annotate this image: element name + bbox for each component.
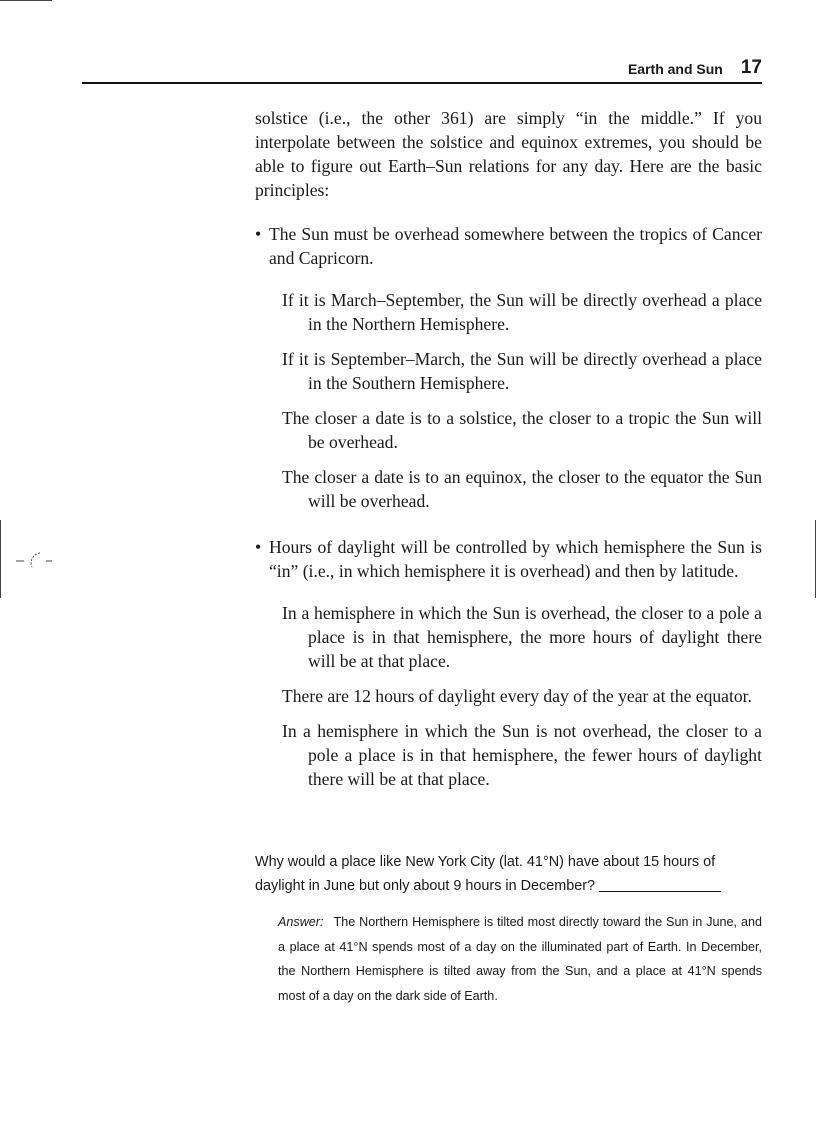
principle-detail: If it is September–March, the Sun will be directly overhead a place in the Southern Hemisphere. [282,349,762,393]
intro-paragraph: solstice (i.e., the other 361) are simply “in the middle.” If you interpolate between the solstice and equinox extremes, you should be able to figure out Earth–Sun relations for any day. Here are the basic principles: [255,108,762,200]
principle-detail: In a hemisphere in which the Sun is overhead, the closer to a pole a place is in that hemisphere, the more hours of daylight there will be at that place. [282,603,762,671]
question-text: Why would a place like New York City (lat. 41°N) have about 15 hours of daylight in June but only about 9 hours in December? [255,854,716,894]
answer-block [278,910,762,1008]
answer-blank-line [599,875,721,892]
principle-text: The Sun must be overhead somewhere between the tropics of Cancer and Capricorn. [269,224,762,268]
principle-bullet [255,535,762,583]
running-head [82,56,762,84]
bullet-marker: • [255,224,262,244]
principle-detail: There are 12 hours of daylight every day of the year at the equator. [282,686,752,706]
principle-detail: The closer a date is to an equinox, the closer to the equator the Sun will be overhead. [282,467,762,511]
review-question [255,850,762,898]
principle-details [255,288,762,513]
page-number: 17 [740,57,762,78]
principle-text: Hours of daylight will be controlled by which hemisphere the Sun is “in” (i.e., in which hemisphere it is overhead) and then by latitude. [269,537,762,581]
margin-rule-left [0,520,1,598]
body-text [255,106,762,813]
principle-bullet [255,222,762,270]
principle-detail: In a hemisphere in which the Sun is not overhead, the closer to a pole a place is in that hemisphere, the fewer hours of daylight there will be at that place. [282,721,762,789]
crop-mark-top-left [0,0,52,1]
running-title: Earth and Sun [627,61,723,77]
principle-detail: The closer a date is to a solstice, the closer to a tropic the Sun will be overhead. [282,408,762,452]
principle-detail: If it is March–September, the Sun will be directly overhead a place in the Northern Hemisphere. [282,290,762,334]
answer-label: Answer: [278,915,324,929]
principle-details [255,601,762,791]
registration-mark-icon [14,548,54,574]
answer-text: The Northern Hemisphere is tilted most directly toward the Sun in June, and a place at 41°N spends most of a day on the illuminated part of Earth. In December, the Northern Hemisphere is tilted away from the Sun, and a place at 41°N spends most of a day on the dark side of Earth. [278,915,762,1003]
bullet-marker: • [255,537,262,557]
